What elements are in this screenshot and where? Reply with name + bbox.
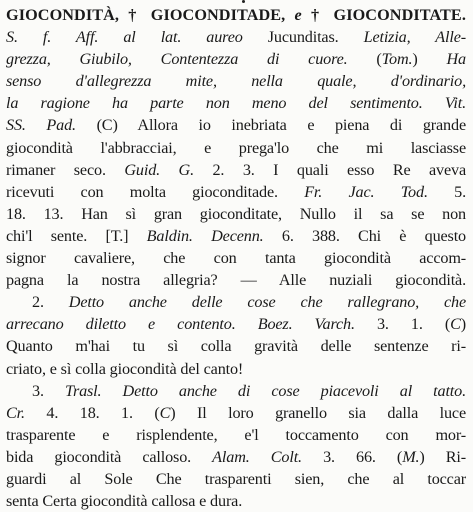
entry-text-segment: C bbox=[159, 403, 171, 422]
entry-line bbox=[6, 181, 466, 203]
entry-text-segment: pagna la nostra allegria? — Alle nuziali giocondità. bbox=[6, 271, 466, 290]
entry-line bbox=[6, 291, 466, 313]
entry-text-segment: ) bbox=[412, 50, 447, 69]
entry-line bbox=[6, 490, 466, 512]
entry-line bbox=[6, 402, 466, 424]
page-dot-mark bbox=[242, 0, 245, 3]
entry-text-segment: senso d'allegrezza mite, nella quale, d'ordinario, bbox=[6, 72, 466, 91]
entry-text-segment: Quanto m'hai tu sì colla gravità delle sentenze ri- bbox=[6, 337, 466, 356]
entry-text-segment: 3. 66. ( bbox=[301, 447, 403, 466]
headword-segment: e bbox=[294, 6, 302, 24]
entry-text-segment: Guid. G. bbox=[124, 160, 194, 179]
entry-text-segment: 5. bbox=[427, 182, 466, 201]
entry-text-segment: arrecano diletto e contento. Boez. Varch. bbox=[6, 315, 355, 334]
entry-text-segment: (C) Allora io inebriata e piena di grande bbox=[96, 116, 466, 135]
entry-text-segment: 3. 1. ( bbox=[354, 315, 451, 334]
entry-text-segment: criato, e sì colla giocondità del canto! bbox=[6, 359, 244, 378]
entry-text-segment: guardi al Sole Che trasparenti sien, che al toccar bbox=[6, 469, 466, 488]
entry-text-segment: 6. 388. Chi è questo bbox=[263, 226, 466, 245]
entry-line bbox=[6, 269, 466, 291]
entry-text-segment: ricevuti con molta gioconditade. bbox=[6, 182, 305, 201]
entry-line bbox=[6, 159, 466, 181]
entry-text-segment: S. f. Aff. al lat. aureo bbox=[6, 28, 268, 47]
entry-text-segment: Tom. bbox=[381, 50, 413, 69]
dictionary-entry bbox=[6, 4, 466, 512]
entry-text-segment: C bbox=[450, 315, 461, 334]
entry-text-segment: signor cavaliere, che con tanta giocondità accom- bbox=[6, 249, 466, 268]
entry-text-segment: la ragione ha parte non meno del sentimento. Vit. bbox=[6, 94, 466, 113]
headword-segment: GIOCONDITÀ, † GIOCONDITADE, bbox=[6, 6, 295, 24]
entry-text-segment: Ha bbox=[446, 50, 466, 69]
entry-line bbox=[6, 424, 466, 446]
entry-text-segment: Detto anche delle cose che rallegrano, che bbox=[68, 293, 466, 312]
entry-line bbox=[6, 335, 466, 357]
entry-line bbox=[6, 26, 466, 48]
entry-line bbox=[6, 92, 466, 114]
entry-text-segment: Baldin. Decenn. bbox=[146, 226, 264, 245]
entry-text-segment: SS. Pad. bbox=[6, 116, 97, 135]
entry-text-segment: Cr. bbox=[6, 403, 25, 422]
entry-text-segment: bida giocondità calloso. bbox=[6, 447, 213, 466]
entry-text-segment: Trasl. Detto anche di cose piacevoli al tatto. bbox=[64, 381, 466, 400]
entry-line bbox=[6, 70, 466, 92]
entry-text-segment: Jucunditas. bbox=[267, 28, 364, 47]
entry-text-segment: Alam. Colt. bbox=[212, 447, 302, 466]
entry-line bbox=[6, 203, 466, 225]
entry-text-segment: ) bbox=[460, 315, 466, 334]
entry-line bbox=[6, 225, 466, 247]
entry-text-segment: 4. 18. 1. ( bbox=[24, 403, 160, 422]
entry-text-segment: senta Certa giocondità callosa e dura. bbox=[6, 492, 243, 511]
entry-text-segment: ( bbox=[376, 50, 382, 69]
entry-line bbox=[6, 468, 466, 490]
entry-text-segment: rimaner seco. bbox=[6, 160, 125, 179]
entry-text-segment: trasparente e risplendente, e'l toccamento con mor- bbox=[6, 425, 466, 444]
entry-text-segment: 2. 3. I quali esso Re aveva bbox=[193, 160, 466, 179]
entry-line bbox=[6, 446, 466, 468]
entry-line bbox=[6, 48, 466, 70]
entry-headword bbox=[6, 4, 466, 26]
entry-text-segment: ) Ri- bbox=[419, 447, 466, 466]
headword-segment: † GIOCONDITATE. bbox=[301, 6, 466, 24]
entry-text-segment: M. bbox=[402, 447, 420, 466]
entry-line bbox=[6, 247, 466, 269]
entry-text-segment: giocondità l'abbracciai, e prega'lo che mi lasciasse bbox=[6, 138, 466, 157]
entry-text-segment: ) Il loro granello sia dalla luce bbox=[170, 403, 466, 422]
entry-line bbox=[6, 313, 466, 335]
entry-line bbox=[6, 380, 466, 402]
entry-text-segment: 3. bbox=[32, 381, 65, 400]
entry-line bbox=[6, 137, 466, 159]
entry-text-segment: 18. 13. Han sì gran gioconditate, Nullo il sa se non bbox=[6, 204, 466, 223]
entry-text-segment: Letizia, Alle- bbox=[363, 28, 466, 47]
entry-text-segment: grezza, Giubilo, Contentezza di cuore. bbox=[6, 50, 377, 69]
entry-text-segment: 2. bbox=[32, 293, 69, 312]
entry-text-segment: Fr. Jac. Tod. bbox=[304, 182, 428, 201]
entry-line bbox=[6, 358, 466, 380]
entry-text-segment: chi'l sente. [T.] bbox=[6, 226, 147, 245]
entry-line bbox=[6, 114, 466, 136]
